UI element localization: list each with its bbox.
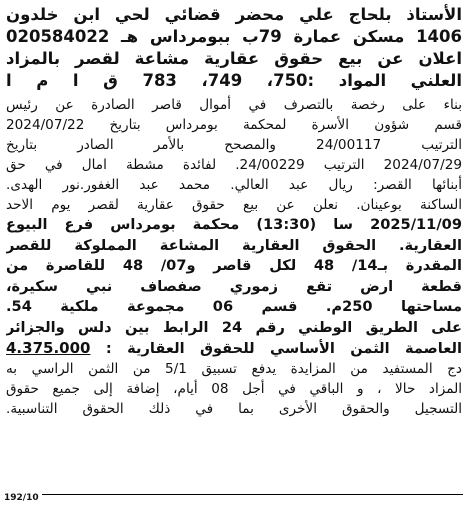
body-line: 2024/07/29 الترتيب 24/00229. لفائدة مشطة امال في حق — [6, 157, 462, 173]
body-line: العقارية. الحقوق العقارية المشاعة المملوكة للقصر — [6, 236, 462, 254]
body-line-road: على الطريق الوطني رقم 24 الرابط بين دلس والجزائر — [6, 318, 462, 336]
reference-code: 192/10 — [4, 493, 42, 503]
heading-line-bailiff-name: الأستاذ بلحاج علي محضر قضائي لحي ابن خلدون — [6, 5, 462, 24]
body-line: الترتيب 24/00117 والمصحح بالأمر الصادر بتاريخ — [6, 137, 462, 153]
legal-notice — [6, 4, 462, 504]
base-price-label: العاصمة الثمن الأساسي للحقوق العقارية : — [105, 340, 462, 357]
heading-line-address: 1406 مسكن عمارة 79ب ببومرداس هـ 020584022 — [6, 27, 462, 46]
heading-line-legal-articles: العلني المواد :750، 749، 783 ق ا م ا — [6, 71, 462, 90]
heading-line-sale-title: اعلان عن بيع حقوق عقارية مشاعة لقصر بالمزاد — [6, 49, 462, 68]
body-line: بناء على رخصة بالتصرف في أموال قاصر الصادرة عن رئيس — [6, 97, 462, 113]
base-price-value: 4.375.000 — [6, 339, 91, 357]
footer-divider — [40, 494, 463, 495]
body-line-area: مساحتها 250م. قسم 06 مجموعة ملكية 54. — [6, 298, 462, 315]
body-line: التسجيل والحقوق الأخرى بما في ذلك الحقوق التناسبية. — [6, 400, 462, 417]
body-line: المزاد حالا ، و الباقي في أجل 08 أيام، إضافة إلى جميع حقوق — [6, 380, 462, 397]
body-line: قسم شؤون الأسرة لمحكمة بومرداس بتاريخ 2024/07/22 — [6, 117, 462, 133]
notice-body — [6, 95, 462, 419]
body-line-location: قطعة ارض تقع زموري صفصاف نبي سكيرة، — [6, 277, 462, 295]
body-line-deposit: دج المستفيد من المزايدة يدفع تسبيق 5/1 من الثمن الراسي به — [6, 360, 462, 377]
body-line: الساكنة بوعينان. نعلن عن بيع حقوق عقارية لقصر يوم الاحد — [6, 197, 462, 213]
body-line-base-price — [6, 338, 462, 359]
body-line-sale-date: 2025/11/09 سا (13:30) محكمة بومرداس فرع البيوع — [6, 216, 462, 233]
body-line-shares: المقدرة بـ14/ 48 لكل قاصر و07/ 48 للقاصرة من — [6, 257, 462, 274]
notice-heading — [6, 4, 462, 92]
body-line: أبنائها القصر: ريال عبد العالي. محمد عبد الغفور.نور الهدى. — [6, 177, 462, 193]
